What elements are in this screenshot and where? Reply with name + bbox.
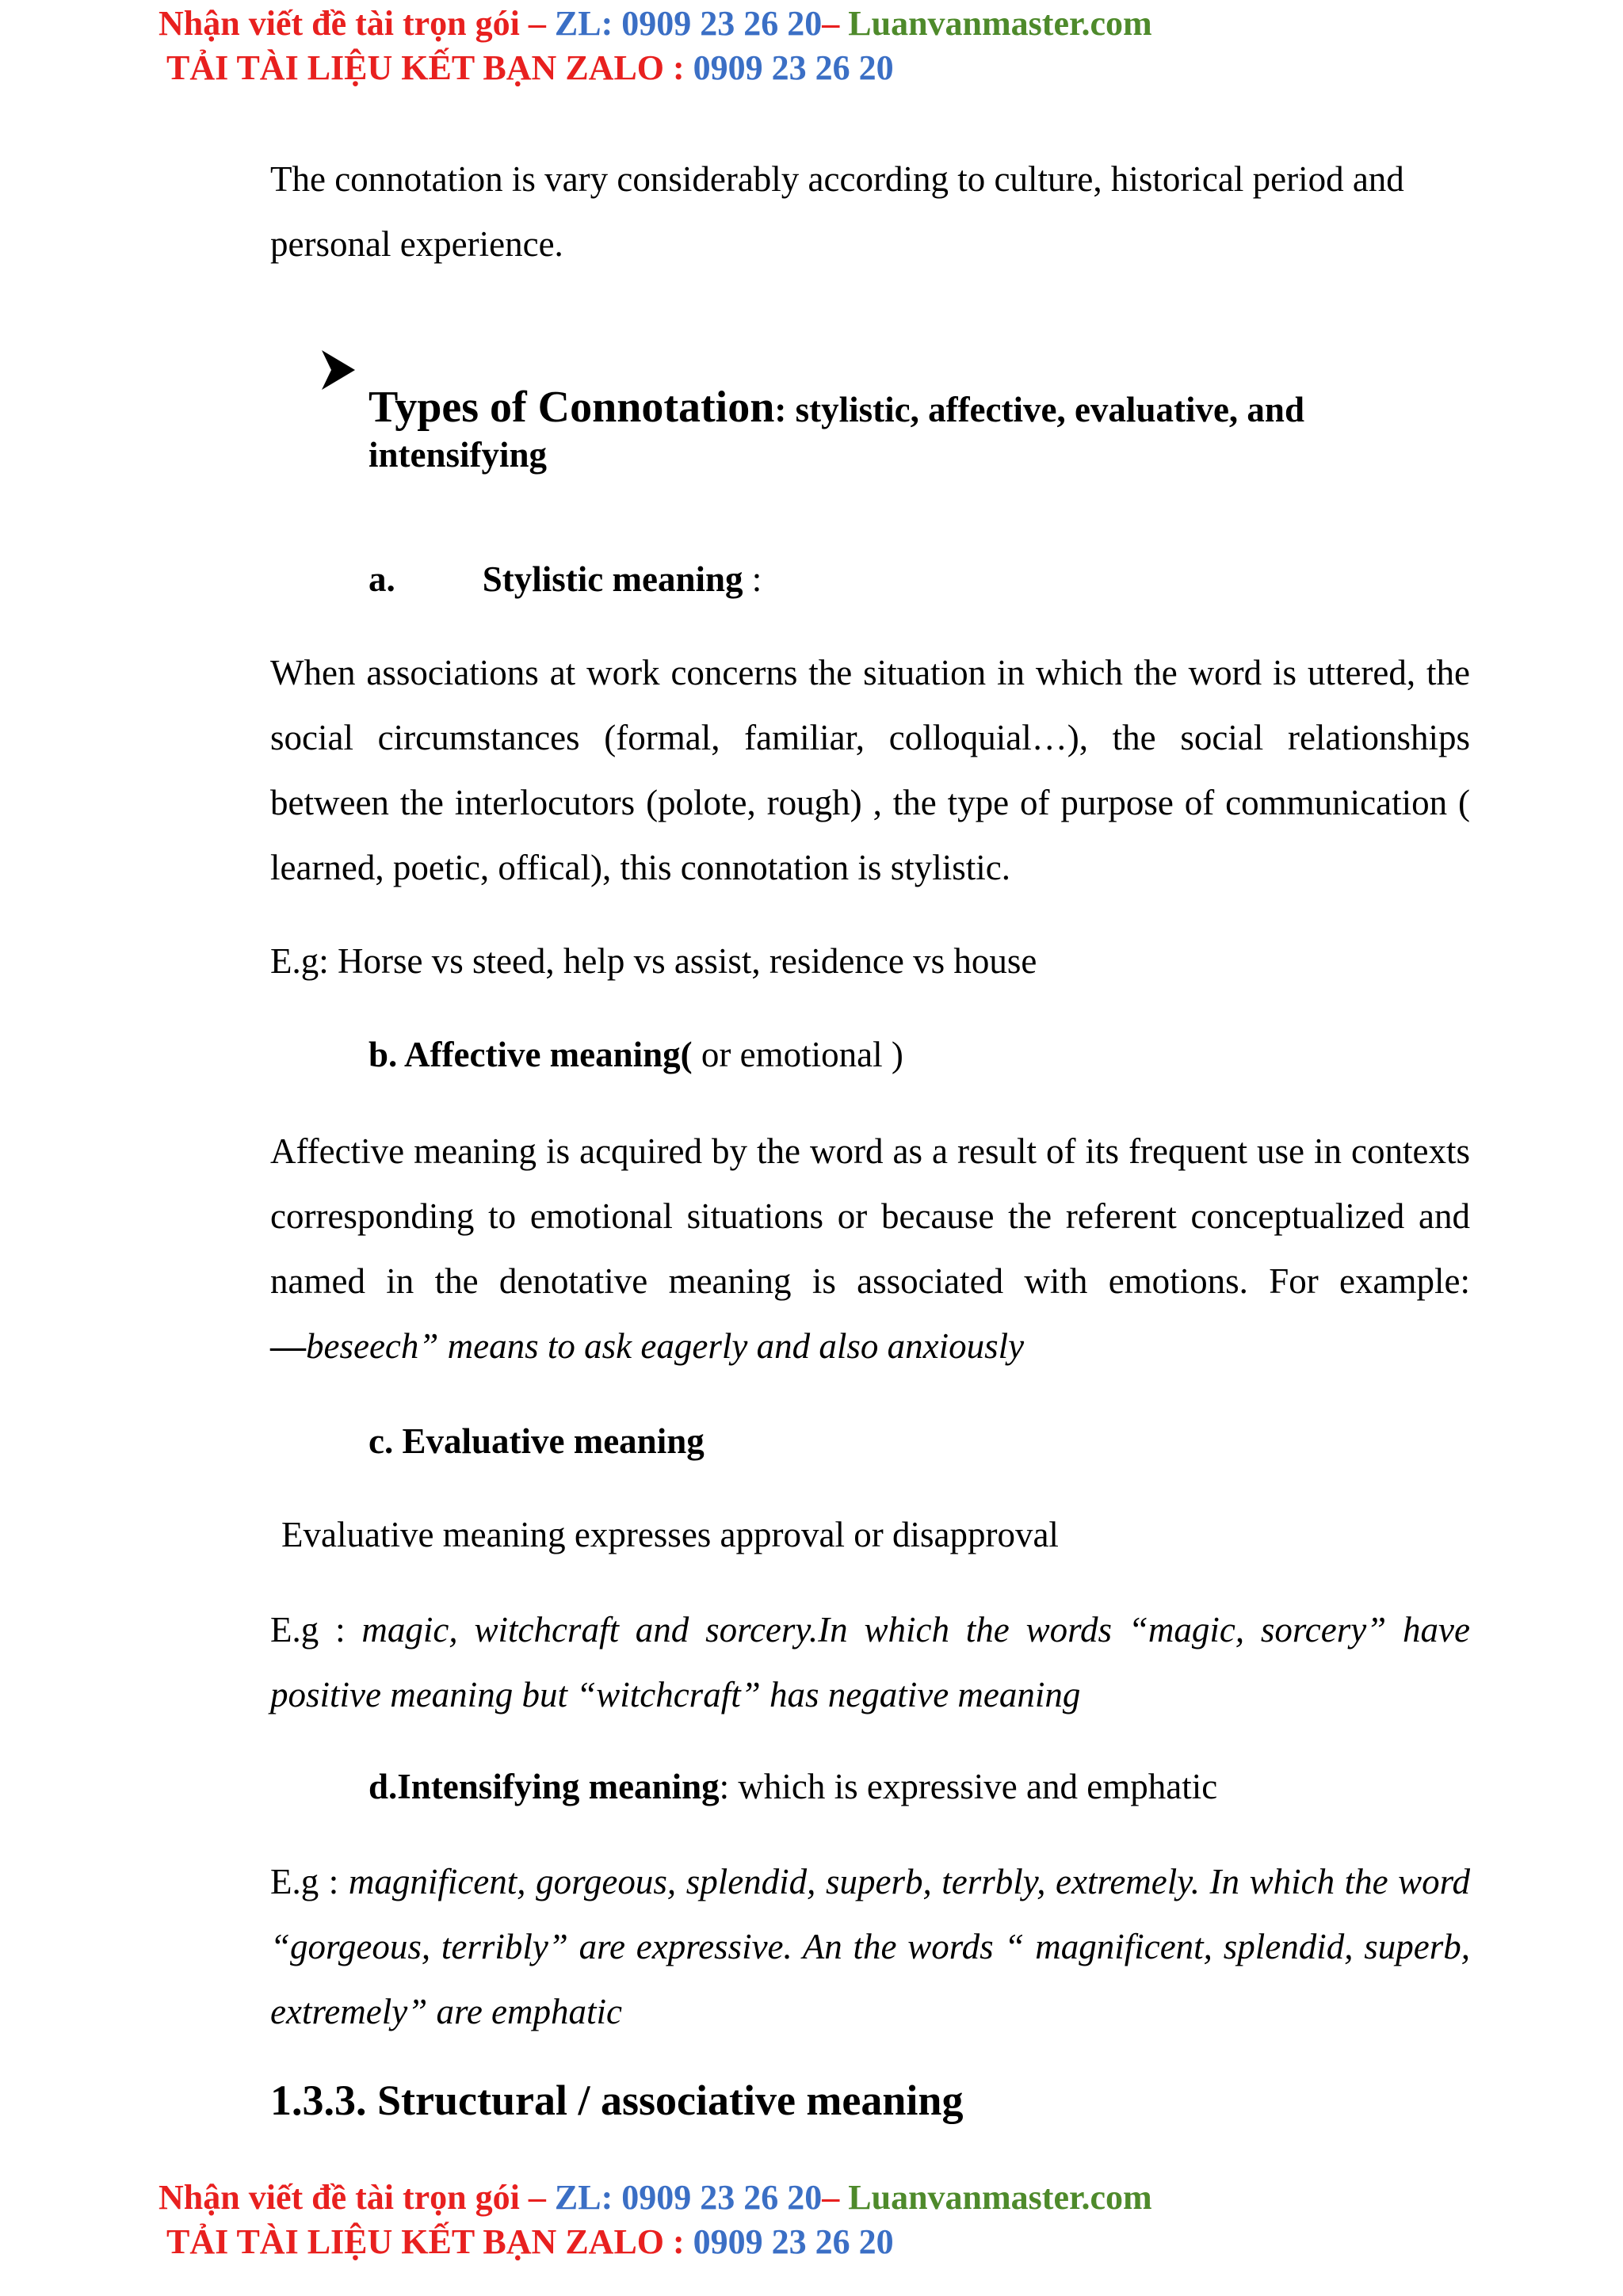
evaluative-heading: c. Evaluative meaning (369, 1421, 705, 1461)
footer-line-2: TẢI TÀI LIỆU KẾT BẠN ZALO : 0909 23 26 20 (166, 2222, 894, 2261)
stylistic-example: E.g: Horse vs steed, help vs assist, residence vs house (270, 941, 1037, 981)
intro-paragraph: The connotation is vary considerably according to culture, historical period and personal experience. (270, 159, 1404, 264)
stylistic-body: When associations at work concerns the situation in which the word is uttered, the social circumstances (formal, familiar, colloquial…), the social relationships between the interlocutors (polote, rough) , the type of purpose of communication ( learned, poetic, offical), this connotation is stylistic. (270, 653, 1470, 887)
evaluative-body: Evaluative meaning expresses approval or disapproval (281, 1515, 1059, 1554)
affective-body: Affective meaning is acquired by the word as a result of its frequent use in contexts corresponding to emotional situations or because the referent conceptualized and named in the denotative meaning is associated with emotions. For example: ―beseech” means to ask eagerly and also anxiously (270, 1131, 1470, 1366)
section-heading: 1.3.3. Structural / associative meaning (270, 2077, 964, 2124)
footer-banner (158, 2176, 1152, 2264)
types-of-connotation-heading: Types of Connotation: stylistic, affective, evaluative, and intensifying (369, 383, 1304, 475)
evaluative-example: E.g : magic, witchcraft and sorcery.In which the words “magic, sorcery” have positive meaning but “witchcraft” has negative meaning (270, 1610, 1470, 1714)
affective-heading: b. Affective meaning( or emotional ) (369, 1035, 903, 1074)
intensifying-heading: d.Intensifying meaning: which is expressive and emphatic (369, 1767, 1218, 1806)
intensifying-example: E.g : magnificent, gorgeous, splendid, superb, terrbly, extremely. In which the word “gorgeous, terribly” are expressive. An the words “ magnificent, splendid, superb, extremely” are emphatic (270, 1862, 1470, 2031)
arrowhead-bullet-icon (320, 349, 357, 391)
header-banner (158, 2, 1152, 90)
banner-line-1: Nhận viết đề tài trọn gói – ZL: 0909 23 26 20– Luanvanmaster.com (158, 4, 1152, 43)
stylistic-heading: a. Stylistic meaning : (369, 559, 762, 599)
footer-line-1: Nhận viết đề tài trọn gói – ZL: 0909 23 26 20– Luanvanmaster.com (158, 2178, 1152, 2217)
banner-line-2: TẢI TÀI LIỆU KẾT BẠN ZALO : 0909 23 26 20 (166, 48, 894, 87)
